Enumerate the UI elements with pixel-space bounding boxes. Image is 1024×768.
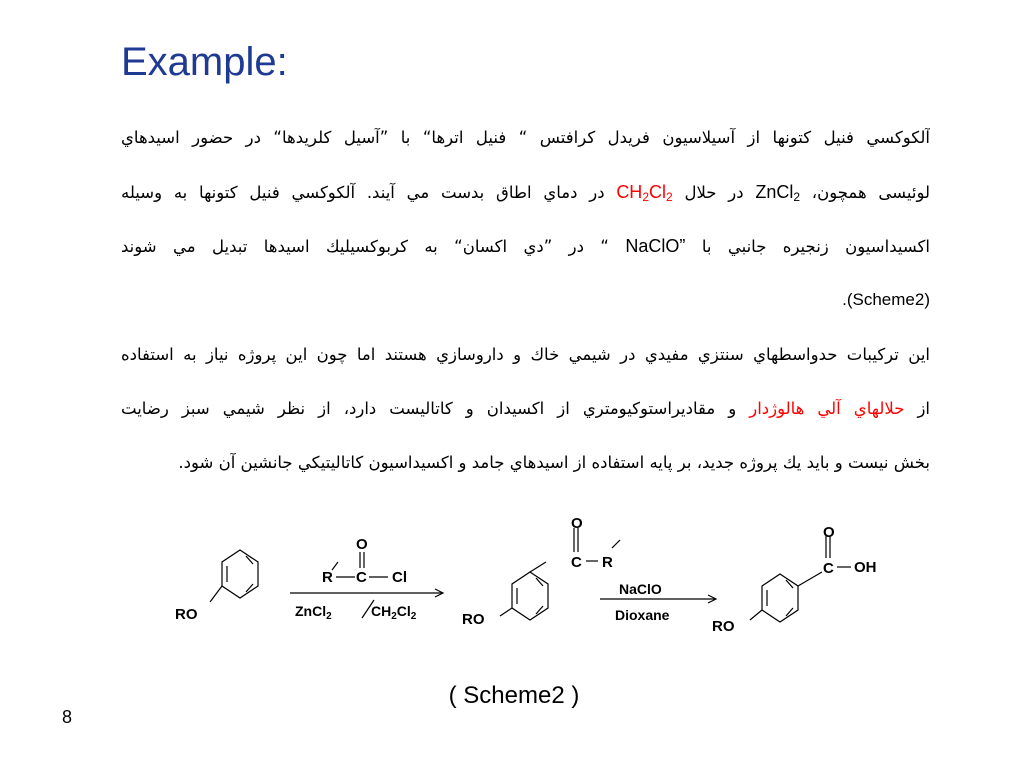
text-fragment: اكسيداسيون زنجيره جانبي با bbox=[701, 237, 930, 256]
acid-structure bbox=[750, 536, 851, 622]
text-fragment: از bbox=[917, 399, 930, 418]
acid-c-label: C bbox=[823, 560, 834, 577]
ketone-r-label: R bbox=[602, 554, 613, 571]
paragraph1-line1: آلكوكسي فنيل كتونها از آسيلاسيون فريدل كرافتس “ فنيل اترها“ با ”آسيل كلريدها“ در حضور اسيدهاي bbox=[121, 128, 930, 147]
text-fragment: در دماي اطاق بدست مي آيند. آلكوكسي فنيل كتونها به وسيله bbox=[121, 183, 605, 202]
naclo-formula: NaClO” bbox=[625, 236, 686, 256]
zncl2-formula: ZnCl$_2$ bbox=[755, 182, 801, 202]
acid-ro-label: RO bbox=[712, 618, 735, 635]
paragraph1-line2 bbox=[121, 182, 930, 202]
paragraph1-line3 bbox=[121, 236, 930, 256]
acid-oh-label: OH bbox=[854, 559, 877, 576]
paragraph-friedel-crafts bbox=[121, 128, 930, 344]
paragraph2-line2 bbox=[121, 399, 930, 419]
reagent-cl-label: Cl bbox=[392, 569, 407, 586]
slide-title: Example: bbox=[121, 40, 288, 84]
halogenated-solvents-highlight: حلالهاي آلي هالوژدار bbox=[749, 399, 905, 418]
condition-dioxane: Dioxane bbox=[615, 607, 670, 623]
scheme-reference: .(Scheme2) bbox=[842, 290, 930, 309]
text-fragment: در حلال bbox=[684, 183, 744, 202]
reactant-ro-label: RO bbox=[175, 606, 198, 623]
ch2cl2-formula: $CH_2Cl_2$ bbox=[616, 182, 673, 202]
reagent-o-label: O bbox=[356, 536, 368, 553]
scheme-caption: ( Scheme2 ) bbox=[448, 682, 580, 709]
reagent-c-label: C bbox=[356, 569, 367, 586]
acid-o-label: O bbox=[823, 524, 835, 541]
text-fragment: لوئيسی همچون، bbox=[811, 183, 930, 202]
paragraph-green-chemistry bbox=[121, 345, 930, 507]
text-fragment: و مقاديراستوكيومتري از اكسيدان و كاتاليست دارد، از نظر شيمي سبز رضايت bbox=[121, 399, 737, 418]
text-fragment: “ در ”دي اكسان“ به كربوكسيليك اسيدها تبديل مي شوند bbox=[121, 237, 609, 256]
ketone-o-label: O bbox=[571, 515, 583, 532]
condition-naclo: NaClO bbox=[619, 581, 662, 597]
reagent-r-label: R bbox=[322, 569, 333, 586]
condition-zncl2: ZnCl$_2$ bbox=[295, 603, 332, 622]
ketone-c-label: C bbox=[571, 554, 582, 571]
reaction-scheme bbox=[160, 510, 900, 645]
page-number: 8 bbox=[62, 707, 73, 727]
condition-ch2cl2: $CH_2Cl_2$ bbox=[371, 603, 417, 622]
paragraph2-line1: اين تركيبات حدواسطهاي سنتزي مفيدي در شيمي خاك و داروسازي هستند اما چون اين پروژه نياز به استفاده bbox=[121, 345, 930, 364]
ketone-ro-label: RO bbox=[462, 611, 485, 628]
reactant-structure bbox=[210, 550, 258, 602]
paragraph2-line3: بخش نيست و بايد يك پروژه جديد، بر پايه استفاده از اسيدهاي جامد و اكسيداسيون كاتاليتيكي جانشين آن شود. bbox=[178, 453, 930, 472]
paragraph1-line4 bbox=[121, 290, 930, 310]
ketone-structure bbox=[500, 528, 620, 620]
